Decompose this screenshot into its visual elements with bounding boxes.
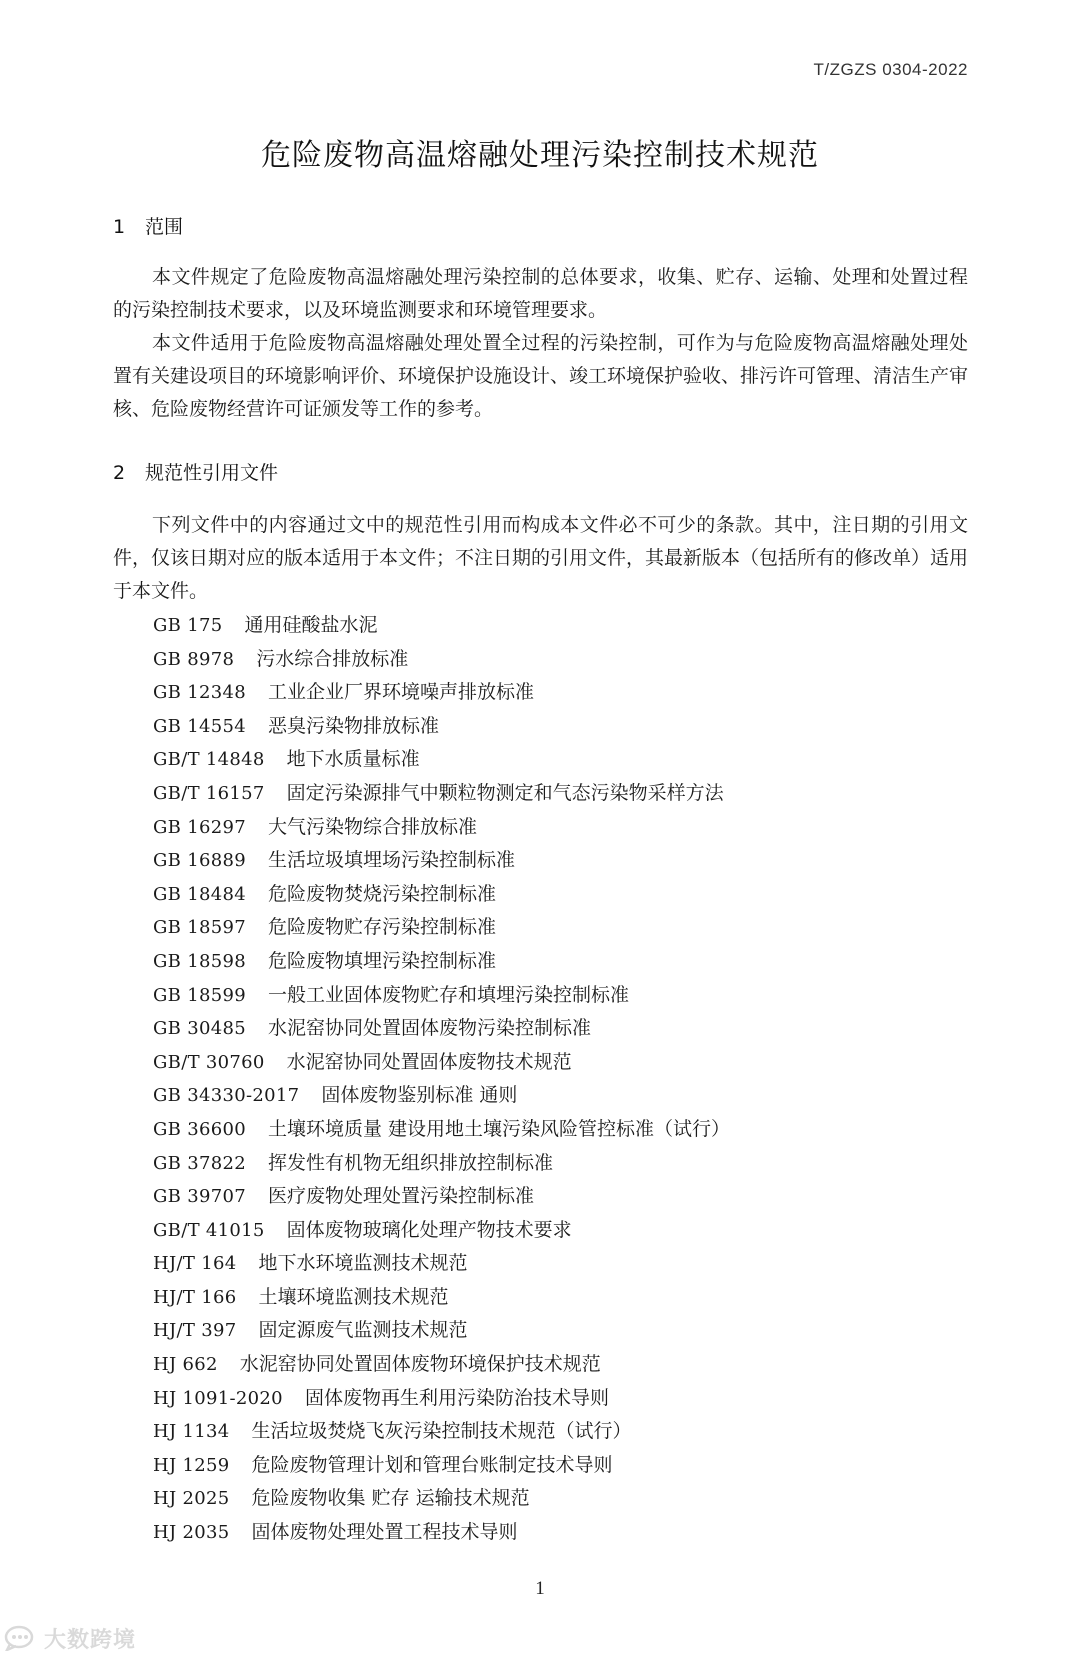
section-number: 2 xyxy=(113,462,126,484)
reference-item xyxy=(153,945,730,979)
reference-item xyxy=(153,1415,730,1449)
reference-title: 水泥窑协同处置固体废物技术规范 xyxy=(286,1050,572,1073)
reference-title: 污水综合排放标准 xyxy=(256,647,409,670)
reference-code: HJ 662 xyxy=(153,1354,218,1376)
references-intro-paragraph: 下列文件中的内容通过文中的规范性引用而构成本文件必不可少的条款。其中，注日期的引用文件，仅该日期对应的版本适用于本文件；不注日期的引用文件，其最新版本（包括所有的修改单）适用于本文件。 xyxy=(113,514,969,602)
reference-code: HJ/T 166 xyxy=(153,1286,237,1308)
reference-code: GB 12348 xyxy=(153,682,246,704)
reference-code: HJ/T 397 xyxy=(153,1320,237,1342)
reference-item xyxy=(153,643,730,677)
reference-title: 危险废物收集 贮存 运输技术规范 xyxy=(251,1487,530,1510)
reference-title: 生活垃圾填埋场污染控制标准 xyxy=(268,849,516,872)
reference-title: 一般工业固体废物贮存和填埋污染控制标准 xyxy=(268,983,630,1006)
reference-title: 土壤环境监测技术规范 xyxy=(258,1285,449,1308)
reference-code: HJ 1134 xyxy=(153,1421,230,1443)
reference-item xyxy=(153,811,730,845)
standard-code: T/ZGZS 0304-2022 xyxy=(813,60,968,79)
page-number: 1 xyxy=(535,1578,545,1599)
reference-item xyxy=(153,1482,730,1516)
reference-code: GB 36600 xyxy=(153,1118,246,1140)
reference-code: GB/T 14848 xyxy=(153,749,265,771)
reference-item xyxy=(153,676,730,710)
reference-title: 固定污染源排气中颗粒物测定和气态污染物采样方法 xyxy=(286,781,724,804)
reference-title: 土壤环境质量 建设用地土壤污染风险管控标准（试行） xyxy=(268,1117,731,1140)
reference-title: 地下水环境监测技术规范 xyxy=(258,1252,468,1275)
reference-code: GB 16889 xyxy=(153,850,246,872)
reference-item xyxy=(153,1314,730,1348)
reference-code: GB 30485 xyxy=(153,1018,246,1040)
reference-code: GB 34330-2017 xyxy=(153,1085,300,1107)
reference-code: GB 14554 xyxy=(153,715,246,737)
section-title: 范围 xyxy=(145,216,184,238)
reference-title: 固体废物鉴别标准 通则 xyxy=(321,1084,518,1107)
reference-item xyxy=(153,1113,730,1147)
reference-code: GB 16297 xyxy=(153,816,246,838)
reference-code: GB 175 xyxy=(153,615,223,636)
chat-bubble-logo-icon xyxy=(4,1625,38,1651)
section-title: 规范性引用文件 xyxy=(145,462,279,484)
reference-item xyxy=(153,1348,730,1382)
reference-item xyxy=(153,743,730,777)
reference-code: HJ 2025 xyxy=(153,1488,230,1510)
section-number: 1 xyxy=(113,216,126,238)
reference-code: HJ/T 164 xyxy=(153,1253,237,1275)
reference-title: 挥发性有机物无组织排放控制标准 xyxy=(268,1151,554,1174)
reference-item xyxy=(153,844,730,878)
reference-item xyxy=(153,1214,730,1248)
reference-item xyxy=(153,911,730,945)
scope-paragraph-1: 本文件规定了危险废物高温熔融处理污染控制的总体要求，收集、贮存、运输、处理和处置过程的污染控制技术要求，以及环境监测要求和环境管理要求。 xyxy=(113,266,968,321)
reference-title: 大气污染物综合排放标准 xyxy=(268,815,478,838)
reference-title: 通用硅酸盐水泥 xyxy=(244,614,378,636)
reference-item xyxy=(153,1449,730,1483)
reference-title: 固体废物处理处置工程技术导则 xyxy=(251,1521,518,1544)
reference-item xyxy=(153,1012,730,1046)
reference-title: 固体废物再生利用污染防治技术导则 xyxy=(304,1386,609,1409)
reference-code: HJ 2035 xyxy=(153,1522,230,1544)
reference-code: GB 18597 xyxy=(153,917,246,939)
reference-item xyxy=(153,1516,730,1550)
section-heading-scope xyxy=(113,212,183,239)
reference-item xyxy=(153,1147,730,1181)
reference-code: GB 8978 xyxy=(153,648,235,670)
reference-item xyxy=(153,1382,730,1416)
section-heading-normative-references xyxy=(113,458,278,485)
scope-paragraph-2: 本文件适用于危险废物高温熔融处理处置全过程的污染控制，可作为与危险废物高温熔融处理处置有关建设项目的环境影响评价、环境保护设施设计、竣工环境保护验收、排污许可管理、清洁生产审核、危险废物经营许可证颁发等工作的参考。 xyxy=(113,332,969,420)
reference-title: 固体废物玻璃化处理产物技术要求 xyxy=(286,1218,572,1241)
reference-code: GB 18484 xyxy=(153,883,246,905)
reference-item xyxy=(153,979,730,1013)
reference-code: HJ 1259 xyxy=(153,1454,230,1476)
reference-code: GB 39707 xyxy=(153,1186,246,1208)
reference-code: GB 18598 xyxy=(153,950,246,972)
reference-item xyxy=(153,1281,730,1315)
reference-title: 水泥窑协同处置固体废物污染控制标准 xyxy=(268,1017,592,1040)
reference-code: GB/T 41015 xyxy=(153,1219,265,1241)
watermark xyxy=(4,1623,136,1653)
reference-title: 危险废物焚烧污染控制标准 xyxy=(268,882,497,905)
reference-title: 地下水质量标准 xyxy=(286,748,420,771)
reference-item xyxy=(153,878,730,912)
reference-code: GB/T 16157 xyxy=(153,782,265,804)
reference-title: 生活垃圾焚烧飞灰污染控制技术规范（试行） xyxy=(251,1420,632,1443)
reference-code: GB 18599 xyxy=(153,984,246,1006)
reference-item xyxy=(153,1180,730,1214)
reference-title: 恶臭污染物排放标准 xyxy=(268,714,440,737)
reference-item xyxy=(153,609,730,643)
reference-item xyxy=(153,777,730,811)
reference-title: 危险废物贮存污染控制标准 xyxy=(268,916,497,939)
reference-title: 医疗废物处理处置污染控制标准 xyxy=(268,1185,535,1208)
reference-item xyxy=(153,710,730,744)
watermark-text: 大数跨境 xyxy=(44,1627,137,1653)
reference-item xyxy=(153,1247,730,1281)
reference-title: 水泥窑协同处置固体废物环境保护技术规范 xyxy=(239,1353,601,1376)
document-title: 危险废物高温熔融处理污染控制技术规范 xyxy=(261,138,819,173)
reference-code: HJ 1091-2020 xyxy=(153,1387,283,1409)
reference-title: 固定源废气监测技术规范 xyxy=(258,1319,468,1342)
reference-list xyxy=(153,609,730,1550)
reference-code: GB 37822 xyxy=(153,1152,246,1174)
reference-item xyxy=(153,1079,730,1113)
reference-title: 危险废物管理计划和管理台账制定技术导则 xyxy=(251,1453,613,1476)
reference-title: 危险废物填埋污染控制标准 xyxy=(268,949,497,972)
reference-code: GB/T 30760 xyxy=(153,1051,265,1073)
reference-item xyxy=(153,1046,730,1080)
reference-title: 工业企业厂界环境噪声排放标准 xyxy=(268,681,535,704)
